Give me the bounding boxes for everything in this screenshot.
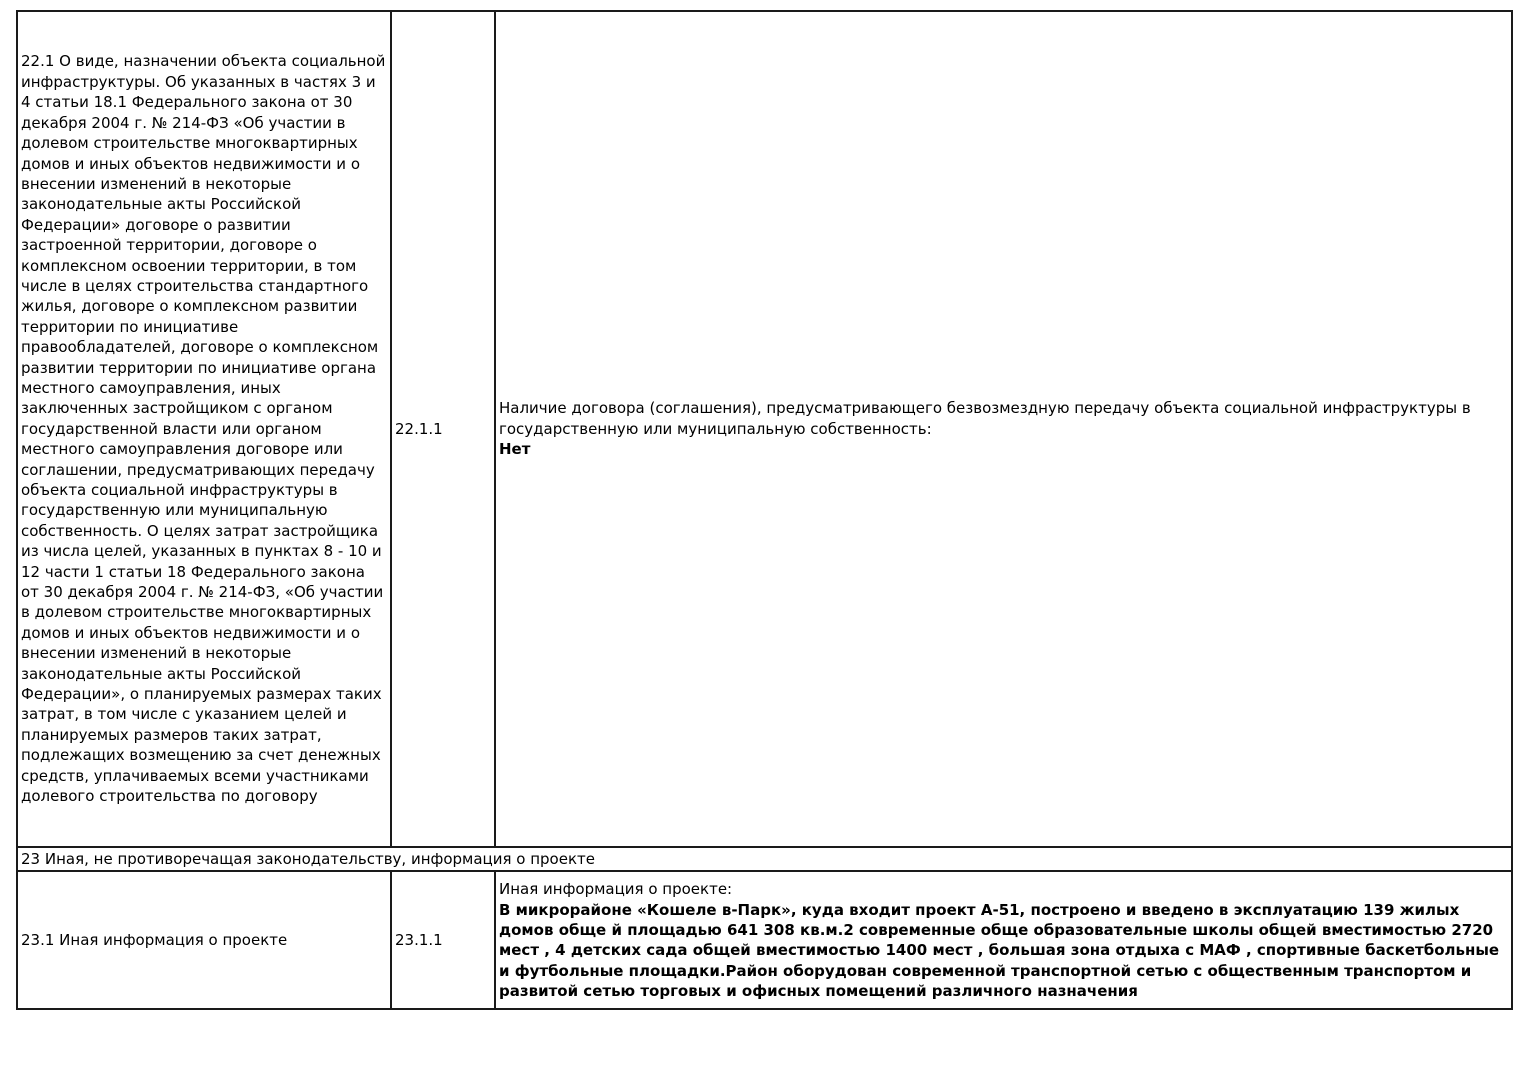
value-cell-22-1-1 (495, 11, 1512, 847)
project-declaration-table (16, 10, 1513, 1010)
table-row-22-1 (17, 11, 1512, 847)
section-header-23: 23 Иная, не противоречащая законодательству, информация о проекте (17, 847, 1512, 871)
item-description-cell-23-1: 23.1 Иная информация о проекте (17, 871, 391, 1009)
value-text-22-1-1: Нет (499, 440, 531, 459)
table-row-section-23 (17, 847, 1512, 871)
value-cell-23-1-1 (495, 871, 1512, 1009)
table-row-23-1 (17, 871, 1512, 1009)
code-cell-23-1-1: 23.1.1 (391, 871, 495, 1009)
item-description-cell-22-1: 22.1 О виде, назначении объекта социальной инфраструктуры. Об указанных в частях 3 и 4 статьи 18.1 Федерального закона от 30 декабря 2004 г. № 214-ФЗ «Об участии в долевом строительстве многоквартирных домов и иных объектов недвижимости и о внесении изменений в некоторые законодательные акты Российской Федерации» договоре о развитии застроенной территории, договоре о комплексном освоении территории, в том числе в целях строительства стандартного жилья, договоре о комплексном развитии территории по инициативе правообладателей, договоре о комплексном развитии территории по инициативе органа местного самоуправления, иных заключенных застройщиком с органом государственной власти или органом местного самоуправления договоре или соглашении, предусматривающих передачу объекта социальной инфраструктуры в государственную или муниципальную собственность. О целях затрат застройщика из числа целей, указанных в пунктах 8 - 10 и 12 части 1 статьи 18 Федерального закона от 30 декабря 2004 г. № 214-ФЗ, «Об участии в долевом строительстве многоквартирных домов и иных объектов недвижимости и о внесении изменений в некоторые законодательные акты Российской Федерации», о планируемых размерах таких затрат, в том числе с указанием целей и планируемых размеров таких затрат, подлежащих возмещению за счет денежных средств, уплачиваемых всеми участниками долевого строительства по договору (17, 11, 391, 847)
value-intro-22-1-1: Наличие договора (соглашения), предусматривающего безвозмездную передачу объекта социальной инфраструктуры в государственную или муниципальную собственность: (499, 399, 1471, 438)
value-intro-23-1-1: Иная информация о проекте: (499, 880, 733, 899)
document-page (16, 10, 1513, 1010)
code-cell-22-1-1: 22.1.1 (391, 11, 495, 847)
value-text-23-1-1: В микрорайоне «Кошеле в-Парк», куда входит проект А-51, построено и введено в эксплуатацию 139 жилых домов обще й площадью 641 308 кв.м.2 современные обще образовательные школы общей вместимостью 2720 мест , 4 детских сада общей вместимостью 1400 мест , большая зона отдыха с МАФ , спортивные баскетбольные и футбольные площадки.Район оборудован современной транспортной сетью с общественным транспортом и развитой сетью торговых и офисных помещений различного назначения (499, 900, 1500, 1001)
